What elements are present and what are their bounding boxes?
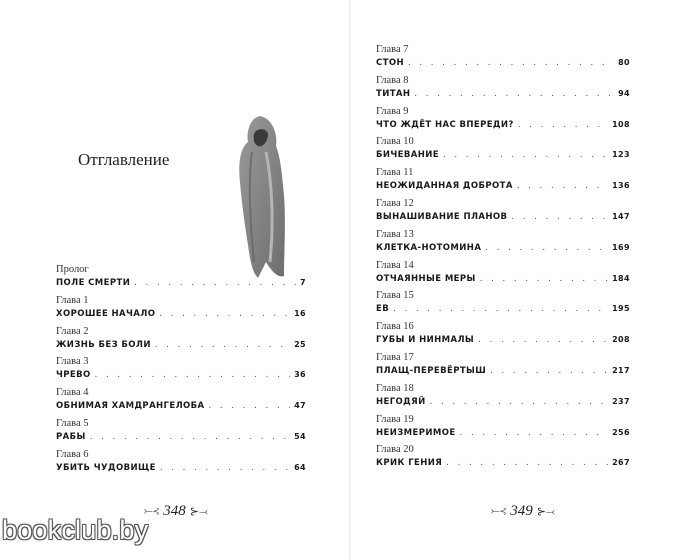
chapter-title: ОТЧАЯННЫЕ МЕРЫ [376, 273, 476, 284]
chapter-label: Глава 7 [376, 44, 409, 55]
entry-line [376, 333, 630, 347]
chapter-label: Глава 5 [56, 417, 89, 429]
dot-leader [517, 180, 608, 193]
chapter-label: Глава 10 [376, 136, 414, 148]
chapter-label: Глава 9 [376, 105, 409, 117]
page-ref: 256 [612, 427, 630, 437]
entry-line [56, 338, 306, 352]
toc-title: Отглавление [78, 150, 170, 169]
chapter-label: Глава 16 [376, 321, 414, 333]
page-ref: 147 [612, 211, 630, 221]
toc-entry [56, 264, 306, 295]
chapter-label: Глава 15 [376, 290, 414, 302]
chapter-title: ТИТАН [376, 88, 411, 99]
hooded-figure-illustration [232, 112, 292, 280]
chapter-label: Глава 20 [376, 444, 414, 456]
chapter-label: Глава 11 [376, 167, 414, 179]
dot-leader [430, 396, 609, 409]
entry-line [56, 307, 306, 321]
dot-leader [518, 119, 608, 132]
toc-entry [376, 383, 630, 414]
chapter-label: Глава 4 [56, 387, 89, 399]
toc-entry [376, 229, 630, 260]
toc-entry [56, 449, 306, 480]
chapter-title: СТОН [376, 58, 404, 68]
page-ref: 7 [300, 278, 306, 287]
chapter-label: Пролог [56, 264, 89, 275]
toc-list-right [376, 44, 630, 475]
chapter-label: Глава 1 [56, 294, 89, 306]
page-ref: 184 [612, 273, 630, 283]
page-ref: 267 [612, 458, 630, 468]
entry-line [56, 461, 306, 475]
page-ref: 80 [618, 58, 630, 67]
entry-line [56, 276, 306, 290]
entry-line [56, 430, 306, 444]
dot-leader [408, 57, 614, 70]
chapter-label: Глава 2 [56, 325, 89, 337]
chapter-label: Глава 8 [376, 74, 409, 86]
toc-entry [376, 290, 630, 321]
chapter-title: ПОЛЕ СМЕРТИ [56, 278, 131, 288]
entry-line [376, 426, 630, 440]
dot-leader [159, 308, 290, 321]
dot-leader [155, 339, 290, 352]
chapter-label: Глава 13 [376, 228, 414, 240]
chapter-title: ХОРОШЕЕ НАЧАЛО [56, 308, 156, 319]
chapter-title: ВЫНАШИВАНИЕ ПЛАНОВ [376, 211, 508, 222]
chapter-label: Глава 14 [376, 259, 414, 271]
toc-entry [376, 352, 630, 383]
page-ref: 54 [294, 431, 306, 441]
ornament-icon: ⊱⤙ [189, 505, 208, 518]
page-ref: 217 [612, 365, 630, 375]
toc-entry [56, 418, 306, 449]
dot-leader [134, 277, 296, 290]
chapter-title: ГУБЫ И НИНМАЛЫ [376, 335, 475, 346]
entry-line [376, 210, 630, 224]
chapter-title: РАБЫ [56, 431, 86, 442]
toc-entry [56, 295, 306, 326]
toc-entry [56, 387, 306, 418]
dot-leader [393, 303, 608, 316]
dot-leader [478, 334, 608, 347]
chapter-title: ЕВ [376, 304, 390, 315]
toc-entry [376, 44, 630, 75]
chapter-title: ЧТО ЖДЁТ НАС ВПЕРЕДИ? [376, 119, 514, 130]
chapter-title: КРИК ГЕНИЯ [376, 458, 443, 469]
dot-leader [95, 369, 290, 382]
page-ref: 123 [612, 150, 630, 160]
page-ref: 195 [612, 304, 630, 314]
entry-line [376, 148, 630, 162]
entry-line [376, 456, 630, 470]
entry-line [376, 302, 630, 316]
entry-line [56, 368, 306, 382]
toc-list-left [56, 264, 306, 480]
ornament-icon: ⤚⊰ [491, 505, 507, 517]
dot-leader [511, 211, 608, 224]
page-ref: 136 [612, 181, 630, 191]
chapter-label: Глава 6 [56, 448, 89, 460]
entry-line [56, 399, 306, 413]
entry-line [376, 241, 630, 255]
page-ref: 94 [618, 88, 630, 98]
entry-line [376, 272, 630, 286]
toc-entry [376, 136, 630, 167]
page-number-right: ⤚⊰ 349 ⊱⤙ [491, 503, 555, 519]
chapter-title: БИЧЕВАНИЕ [376, 150, 439, 161]
page-ref: 169 [612, 242, 630, 252]
toc-entry [376, 167, 630, 198]
page-ref: 16 [294, 308, 306, 318]
toc-entry [376, 106, 630, 137]
chapter-label: Глава 17 [376, 351, 414, 363]
chapter-title: НЕОЖИДАННАЯ ДОБРОТА [376, 181, 513, 192]
page-number-left: ⤚⊰ 348 ⊱⤙ [144, 503, 208, 519]
entry-line [376, 56, 630, 70]
chapter-title: КЛЕТКА-НОТОМИНА [376, 242, 482, 253]
page-ref: 208 [612, 335, 630, 345]
chapter-title: УБИТЬ ЧУДОВИЩЕ [56, 462, 156, 473]
chapter-label: Глава 18 [376, 382, 414, 394]
toc-entry [376, 75, 630, 106]
dot-leader [480, 273, 608, 286]
page-ref: 64 [294, 462, 306, 472]
dot-leader [446, 457, 608, 470]
chapter-title: ЖИЗНЬ БЕЗ БОЛИ [56, 339, 151, 350]
ornament-icon: ⊱⤙ [536, 505, 555, 518]
page-ref: 108 [612, 119, 630, 129]
entry-line [376, 364, 630, 378]
dot-leader [90, 431, 290, 444]
chapter-label: Глава 12 [376, 197, 414, 209]
page-ref: 36 [294, 370, 306, 380]
chapter-title: ЧРЕВО [56, 370, 91, 381]
chapter-title: ОБНИМАЯ ХАМДРАНГЕЛОБА [56, 401, 205, 412]
entry-line [376, 179, 630, 193]
chapter-label: Глава 3 [56, 356, 89, 368]
entry-line [376, 87, 630, 101]
page-ref: 25 [294, 339, 306, 349]
chapter-label: Глава 19 [376, 413, 414, 425]
dot-leader [485, 242, 608, 255]
toc-entry [376, 414, 630, 445]
watermark: bookclub.by [2, 515, 149, 545]
toc-entry [376, 444, 630, 475]
dot-leader [490, 365, 608, 378]
toc-entry [376, 321, 630, 352]
chapter-title: НЕГОДЯЙ [376, 396, 426, 407]
dot-leader [414, 88, 614, 101]
toc-entry [376, 260, 630, 291]
toc-entry [56, 356, 306, 387]
chapter-title: ПЛАЩ-ПЕРЕВЁРТЫШ [376, 365, 487, 376]
entry-line [376, 118, 630, 132]
dot-leader [460, 427, 609, 440]
dot-leader [160, 462, 290, 475]
ornament-icon: ⤚⊰ [144, 505, 160, 517]
chapter-title: НЕИЗМЕРИМОЕ [376, 427, 456, 438]
toc-entry [56, 326, 306, 357]
dot-leader [209, 400, 291, 413]
page-ref: 237 [612, 396, 630, 406]
right-page [350, 0, 700, 560]
toc-entry [376, 198, 630, 229]
dot-leader [443, 149, 608, 162]
entry-line [376, 395, 630, 409]
page-ref: 47 [294, 401, 306, 411]
